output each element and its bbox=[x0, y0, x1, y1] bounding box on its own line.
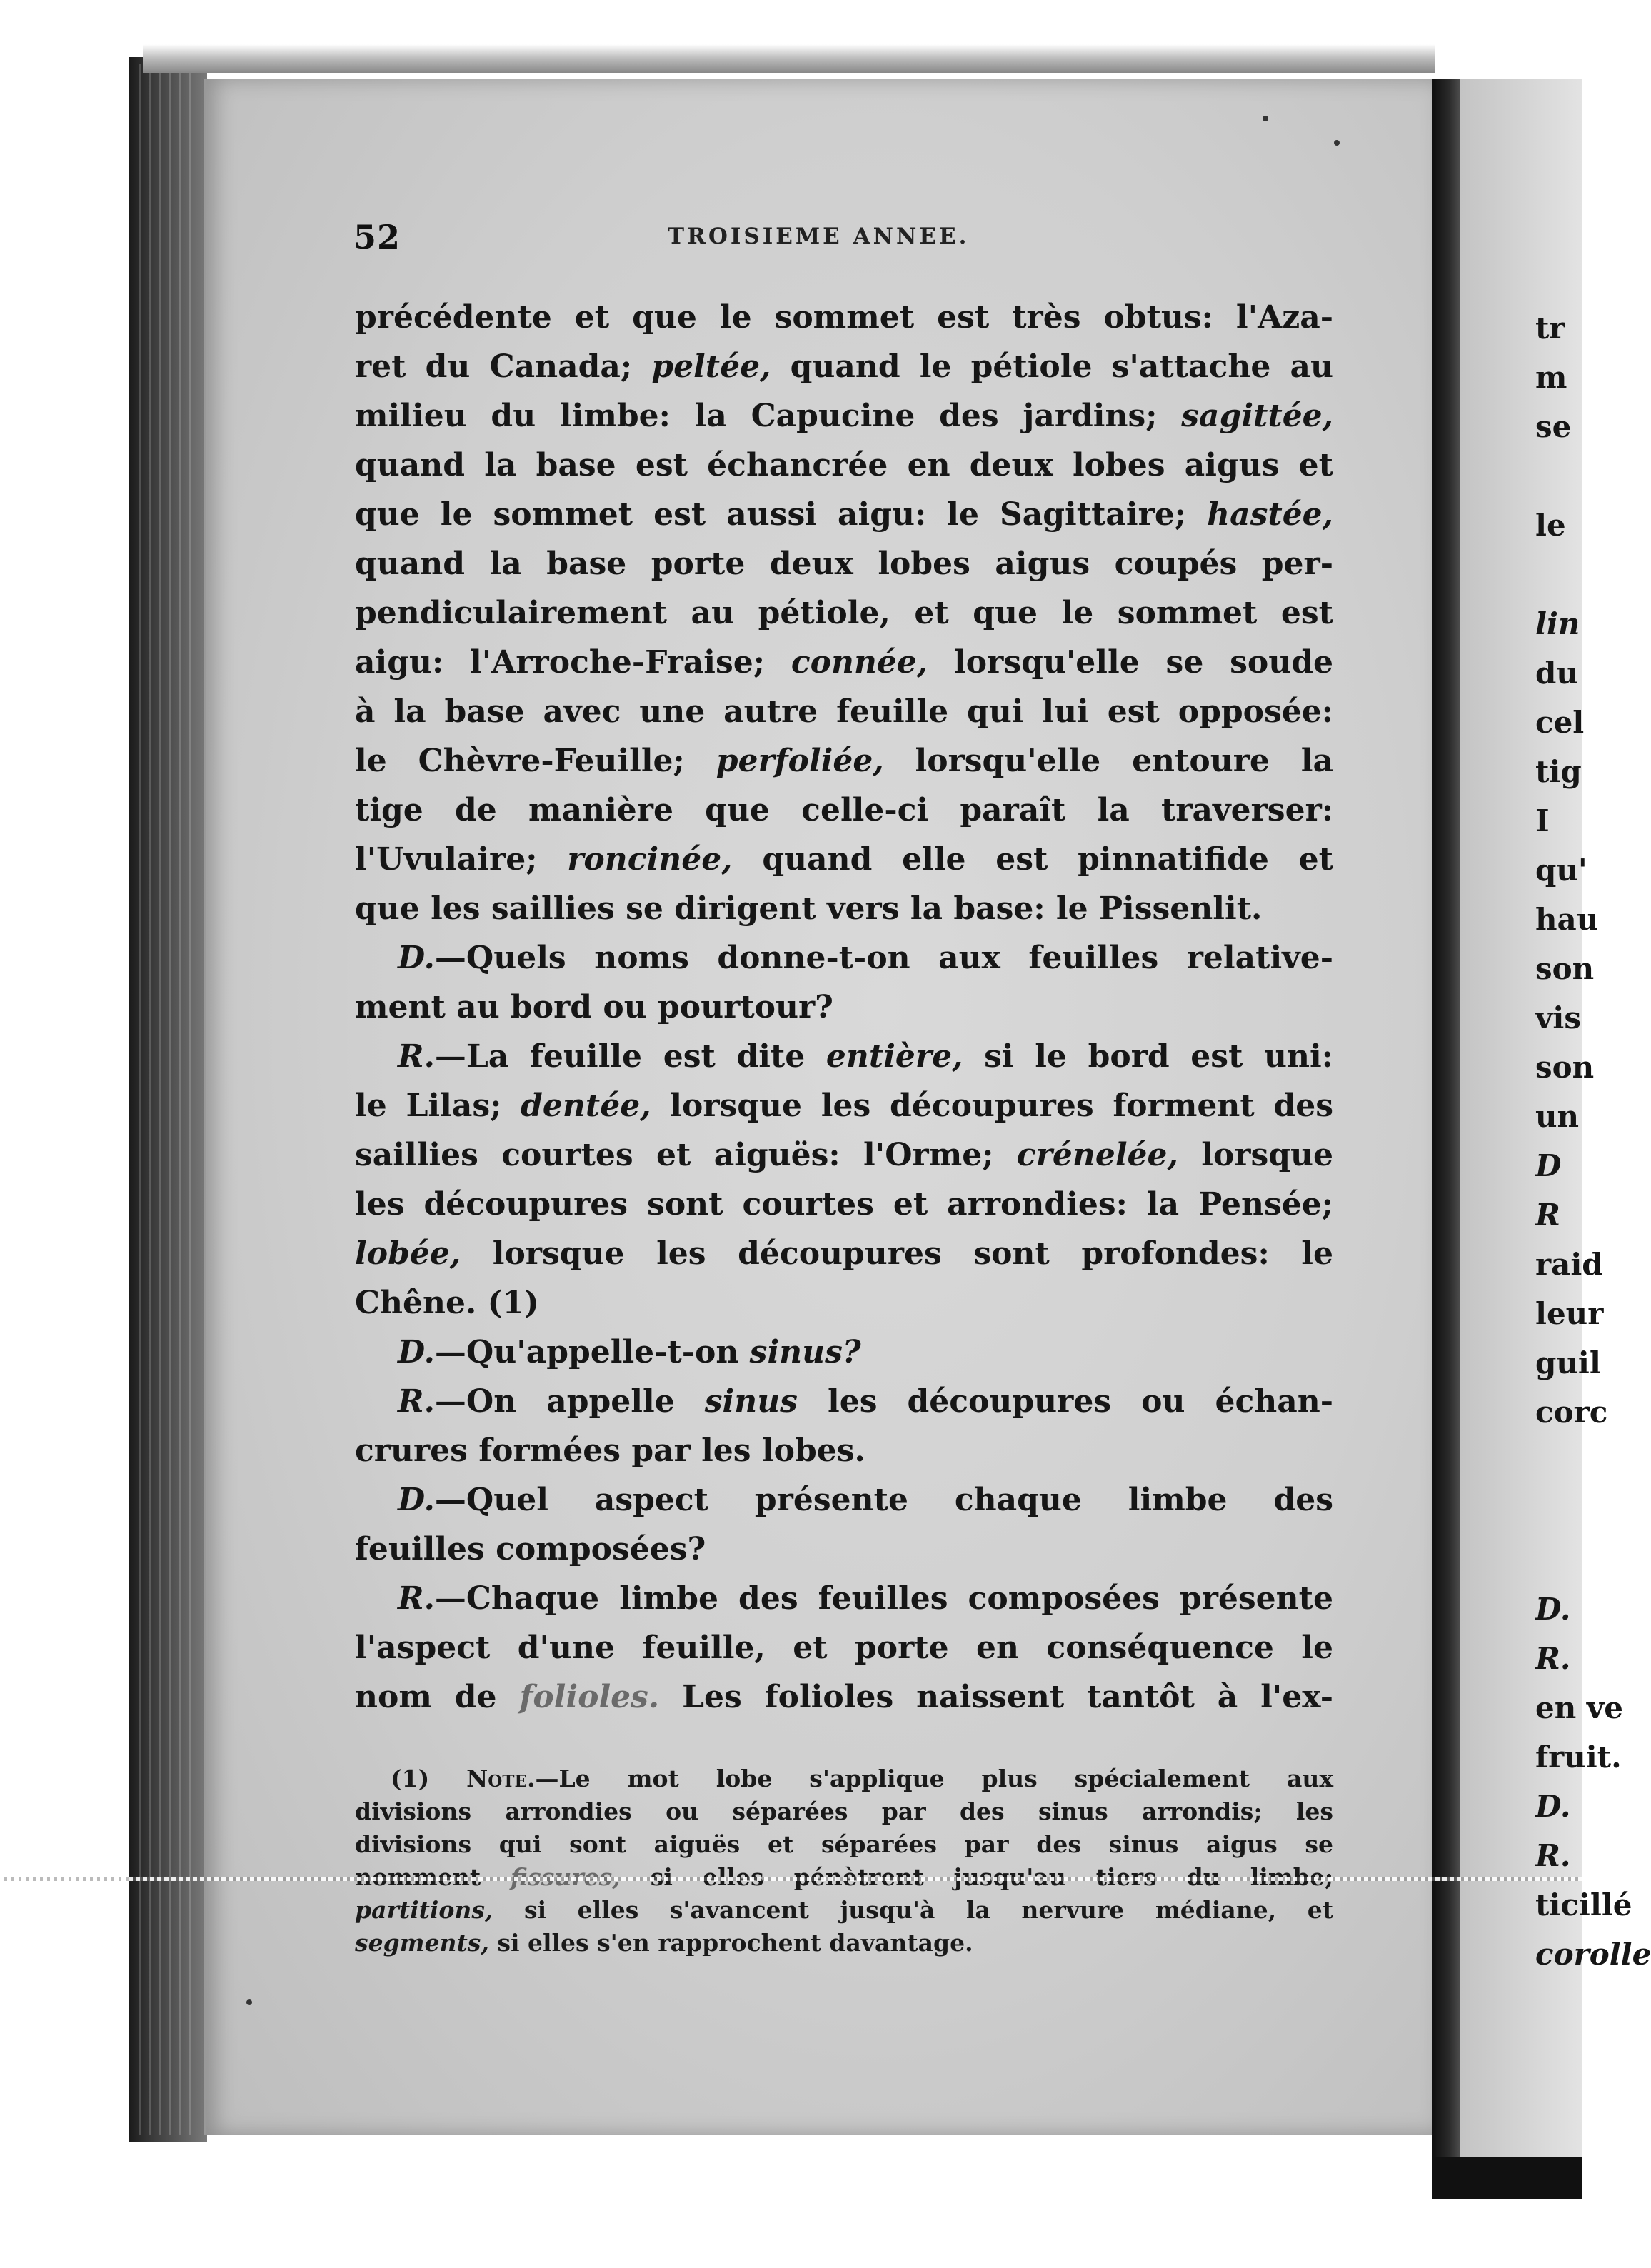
text-line: quand la base porte deux lobes aigus coupés per- bbox=[355, 546, 1333, 582]
right-page-fragment: hau bbox=[1535, 902, 1599, 937]
footnote-line: divisions qui sont aiguës et séparées par des sinus aigus se bbox=[355, 1830, 1333, 1858]
text-line: le Chèvre-Feuille; perfoliée, lorsqu'elle entoure la bbox=[355, 743, 1333, 779]
right-page-text bbox=[1535, 303, 1651, 1979]
right-page-fragment: corolle bbox=[1535, 1937, 1651, 1972]
binding-texture bbox=[139, 64, 196, 2135]
ink-speck bbox=[1263, 116, 1268, 121]
text-line: le Lilas; dentée, lorsque les découpures forment des bbox=[355, 1088, 1333, 1124]
text-line: pendiculairement au pétiole, et que le sommet est bbox=[355, 595, 1333, 631]
right-page-fragment: cel bbox=[1535, 705, 1585, 740]
right-page-fragment: qu' bbox=[1535, 853, 1587, 888]
right-page-fragment: I bbox=[1535, 803, 1550, 838]
text-line: milieu du limbe: la Capucine des jardins; sagittée, bbox=[355, 398, 1333, 434]
right-page-fragment: D. bbox=[1535, 1789, 1571, 1824]
footnote-line: divisions arrondies ou séparées par des sinus arrondis; les bbox=[355, 1797, 1333, 1825]
text-line: crures formées par les lobes. bbox=[355, 1432, 865, 1469]
footnote-line: segments, si elles s'en rapprochent davantage. bbox=[355, 1929, 973, 1957]
right-page-fragment: le bbox=[1535, 508, 1566, 543]
right-page-fragment bbox=[1535, 1535, 1582, 1585]
text-line: aigu: l'Arroche-Fraise; connée, lorsqu'elle se soude bbox=[355, 644, 1333, 681]
text-line: lobée, lorsque les découpures sont profondes: le bbox=[355, 1235, 1333, 1272]
right-page-fragment: tig bbox=[1535, 754, 1582, 789]
text-line: tige de manière que celle-ci paraît la traverser: bbox=[355, 792, 1333, 828]
ink-speck bbox=[1334, 140, 1340, 146]
running-head bbox=[353, 218, 1389, 254]
text-line: ret du Canada; peltée, quand le pétiole s'attache au bbox=[355, 348, 1333, 385]
right-page-fragment bbox=[1535, 1486, 1582, 1535]
right-page-fragment bbox=[1535, 1437, 1582, 1486]
body-text bbox=[355, 293, 1333, 1722]
text-line: nom de folioles. Les folioles naissent tantôt à l'ex- bbox=[355, 1679, 1333, 1715]
right-page-fragment bbox=[1535, 451, 1582, 501]
right-page-fragment: D bbox=[1535, 1148, 1562, 1183]
right-page-fragment: fruit. bbox=[1535, 1740, 1622, 1775]
question-line: D.—Quel aspect présente chaque limbe des bbox=[398, 1482, 1333, 1518]
right-page-fragment: lin bbox=[1535, 606, 1580, 641]
right-page-fragment: m bbox=[1535, 360, 1567, 395]
right-page-fragment: R. bbox=[1535, 1838, 1571, 1873]
right-page-fragment: ticillé bbox=[1535, 1887, 1632, 1922]
text-line: les découpures sont courtes et arrondies: la Pensée; bbox=[355, 1186, 1333, 1223]
right-page-fragment: corc bbox=[1535, 1395, 1608, 1430]
text-line: précédente et que le sommet est très obtus: l'Aza- bbox=[355, 299, 1333, 336]
footnote-line: (1) Note.—Le mot lobe s'applique plus spécialement aux bbox=[391, 1765, 1334, 1792]
page-gutter bbox=[1432, 79, 1460, 2185]
text-line: l'aspect d'une feuille, et porte en conséquence le bbox=[355, 1630, 1333, 1666]
text-line: quand la base est échancrée en deux lobes aigus et bbox=[355, 447, 1333, 483]
question-line: D.—Qu'appelle-t-on sinus? bbox=[398, 1334, 861, 1370]
right-page-fragment: R bbox=[1535, 1198, 1560, 1233]
text-line: Chêne. (1) bbox=[355, 1285, 539, 1321]
text-line: que le sommet est aussi aigu: le Sagittaire; hastée, bbox=[355, 496, 1333, 533]
text-line: ment au bord ou pourtour? bbox=[355, 989, 833, 1025]
page-top-edge bbox=[143, 44, 1435, 73]
right-page-fragment: D. bbox=[1535, 1592, 1571, 1627]
footnote-line: partitions, si elles s'avancent jusqu'à la nervure médiane, et bbox=[355, 1896, 1333, 1924]
right-page-fragment: R. bbox=[1535, 1641, 1571, 1676]
right-page-fragment: son bbox=[1535, 1050, 1595, 1085]
answer-line: R.—Chaque limbe des feuilles composées présente bbox=[398, 1580, 1333, 1617]
answer-line: R.—On appelle sinus les découpures ou échan- bbox=[398, 1383, 1333, 1420]
right-page-fragment: guil bbox=[1535, 1345, 1601, 1380]
text-line: que les saillies se dirigent vers la base: le Pissenlit. bbox=[355, 890, 1263, 927]
text-line: à la base avec une autre feuille qui lui est opposée: bbox=[355, 693, 1333, 730]
scan-artifact-line bbox=[0, 1877, 1582, 1881]
right-page-fragment bbox=[1535, 550, 1582, 599]
right-page-fragment: un bbox=[1535, 1099, 1580, 1134]
running-title: TROISIEME ANNEE. bbox=[668, 224, 970, 249]
text-line: feuilles composées? bbox=[355, 1531, 706, 1567]
right-page-fragment: raid bbox=[1535, 1247, 1603, 1282]
right-page-fragment: leur bbox=[1535, 1296, 1604, 1331]
right-page-fragment: du bbox=[1535, 656, 1578, 691]
text-line: saillies courtes et aiguës: l'Orme; crénelée, lorsque bbox=[355, 1137, 1333, 1173]
right-page-fragment: son bbox=[1535, 951, 1595, 986]
question-line: D.—Quels noms donne-t-on aux feuilles relative- bbox=[398, 940, 1333, 976]
ink-speck bbox=[246, 1999, 252, 2005]
text-line: l'Uvulaire; roncinée, quand elle est pinnatifide et bbox=[355, 841, 1333, 878]
answer-line: R.—La feuille est dite entière, si le bord est uni: bbox=[398, 1038, 1333, 1075]
footnote bbox=[355, 1762, 1333, 1960]
right-page-fragment: tr bbox=[1535, 311, 1565, 346]
page-number: 52 bbox=[353, 218, 401, 256]
right-page-fragment: en ve bbox=[1535, 1690, 1624, 1725]
right-page-fragment: se bbox=[1535, 409, 1572, 444]
right-page-fragment: vis bbox=[1535, 1000, 1582, 1035]
page-shadow bbox=[1432, 2157, 1582, 2199]
